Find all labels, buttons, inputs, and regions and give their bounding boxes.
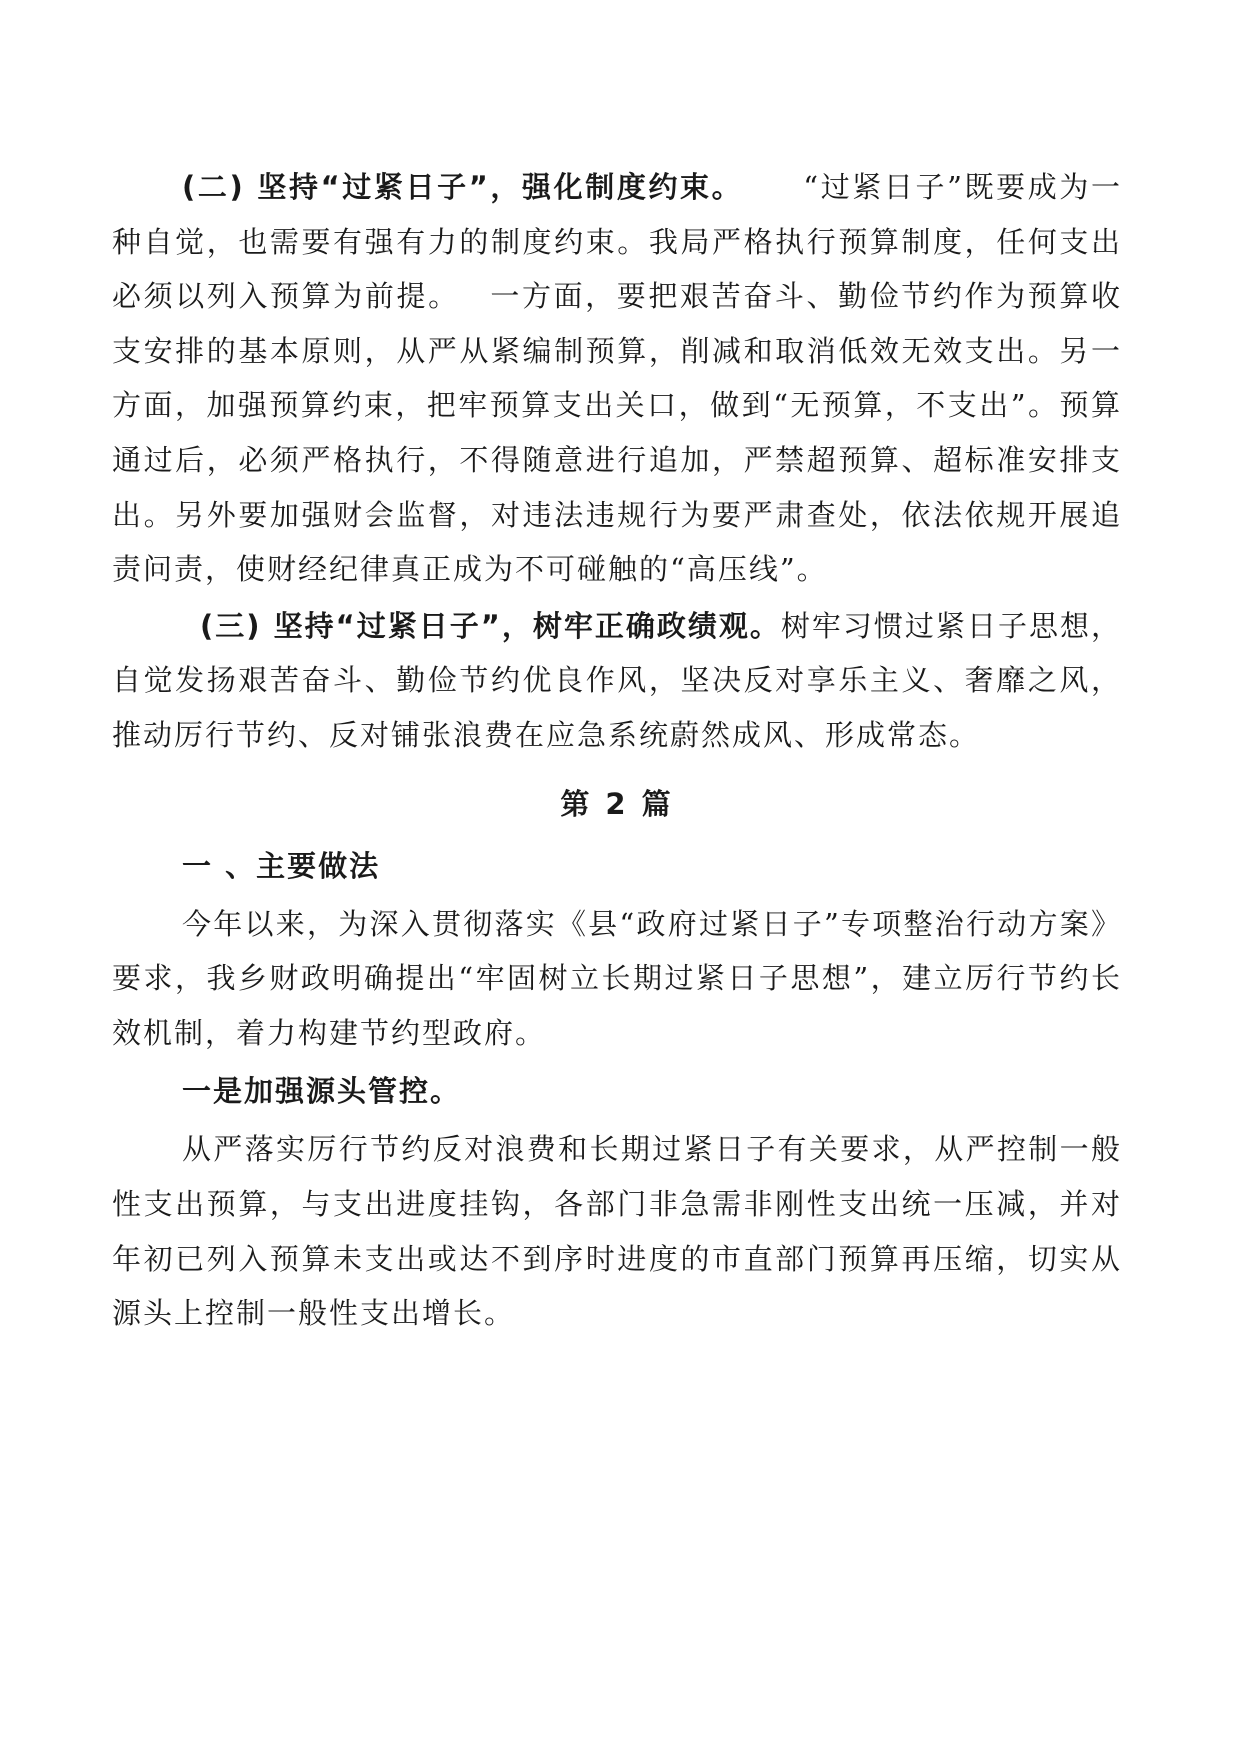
article-body-source-control: 从严落实厉行节约反对浪费和长期过紧日子有关要求，从严控制一般性支出预算，与支出进度挂钩，各部门非急需非刚性支出统一压减，并对年初已列入预算未支出或达不到序时进度的市直部门预算再压缩，切实从源头上控制一般性支出增长。 — [112, 1132, 1122, 1331]
section2-body-a: “过紧日子”既要成为一种自觉，也需要有强有力的制度约束。我局严格执行预算制度，任何支出必须以列入预算为前提。 — [112, 170, 1122, 314]
article-title: 第 2 篇 — [560, 786, 674, 821]
article-heading-main-practices: 一 、主要做法 — [182, 848, 381, 883]
document-page — [112, 160, 1122, 1341]
section3-heading: (三) 坚持“过紧日子”，树牢正确政绩观。 — [200, 608, 781, 643]
section2-heading: (二) 坚持“过紧日子”，强化制度约束。 — [182, 170, 744, 204]
section2-body-b: 一方面，要把艰苦奋斗、勤俭节约作为预算收支安排的基本原则，从严从紧编制预算，削减和取消低效无效支出。另一方面，加强预算约束，把牢预算支出关口，做到“无预算，不支出”。预算通过后，必须严格执行，不得随意进行追加，严禁超预算、超标准安排支出。另外要加强财会监督，对违法违规行为要严肃查处，依法依规开展追责问责，使财经纪律真正成为不可碰触的“高压线”。 — [112, 279, 1122, 587]
article-subheading-source-control: 一是加强源头管控。 — [182, 1074, 462, 1109]
section3-paragraph — [112, 599, 1122, 763]
article-intro-paragraph: 今年以来，为深入贯彻落实《县“政府过紧日子”专项整治行动方案》要求，我乡财政明确提出“牢固树立长期过紧日子思想”，建立厉行节约长效机制，着力构建节约型政府。 — [112, 906, 1122, 1050]
section3-body: 树牢习惯过紧日子思想，自觉发扬艰苦奋斗、勤俭节约优良作风，坚决反对享乐主义、奢靡之风，推动厉行节约、反对铺张浪费在应急系统蔚然成风、形成常态。 — [112, 608, 1122, 752]
section2-paragraph — [112, 160, 1122, 597]
